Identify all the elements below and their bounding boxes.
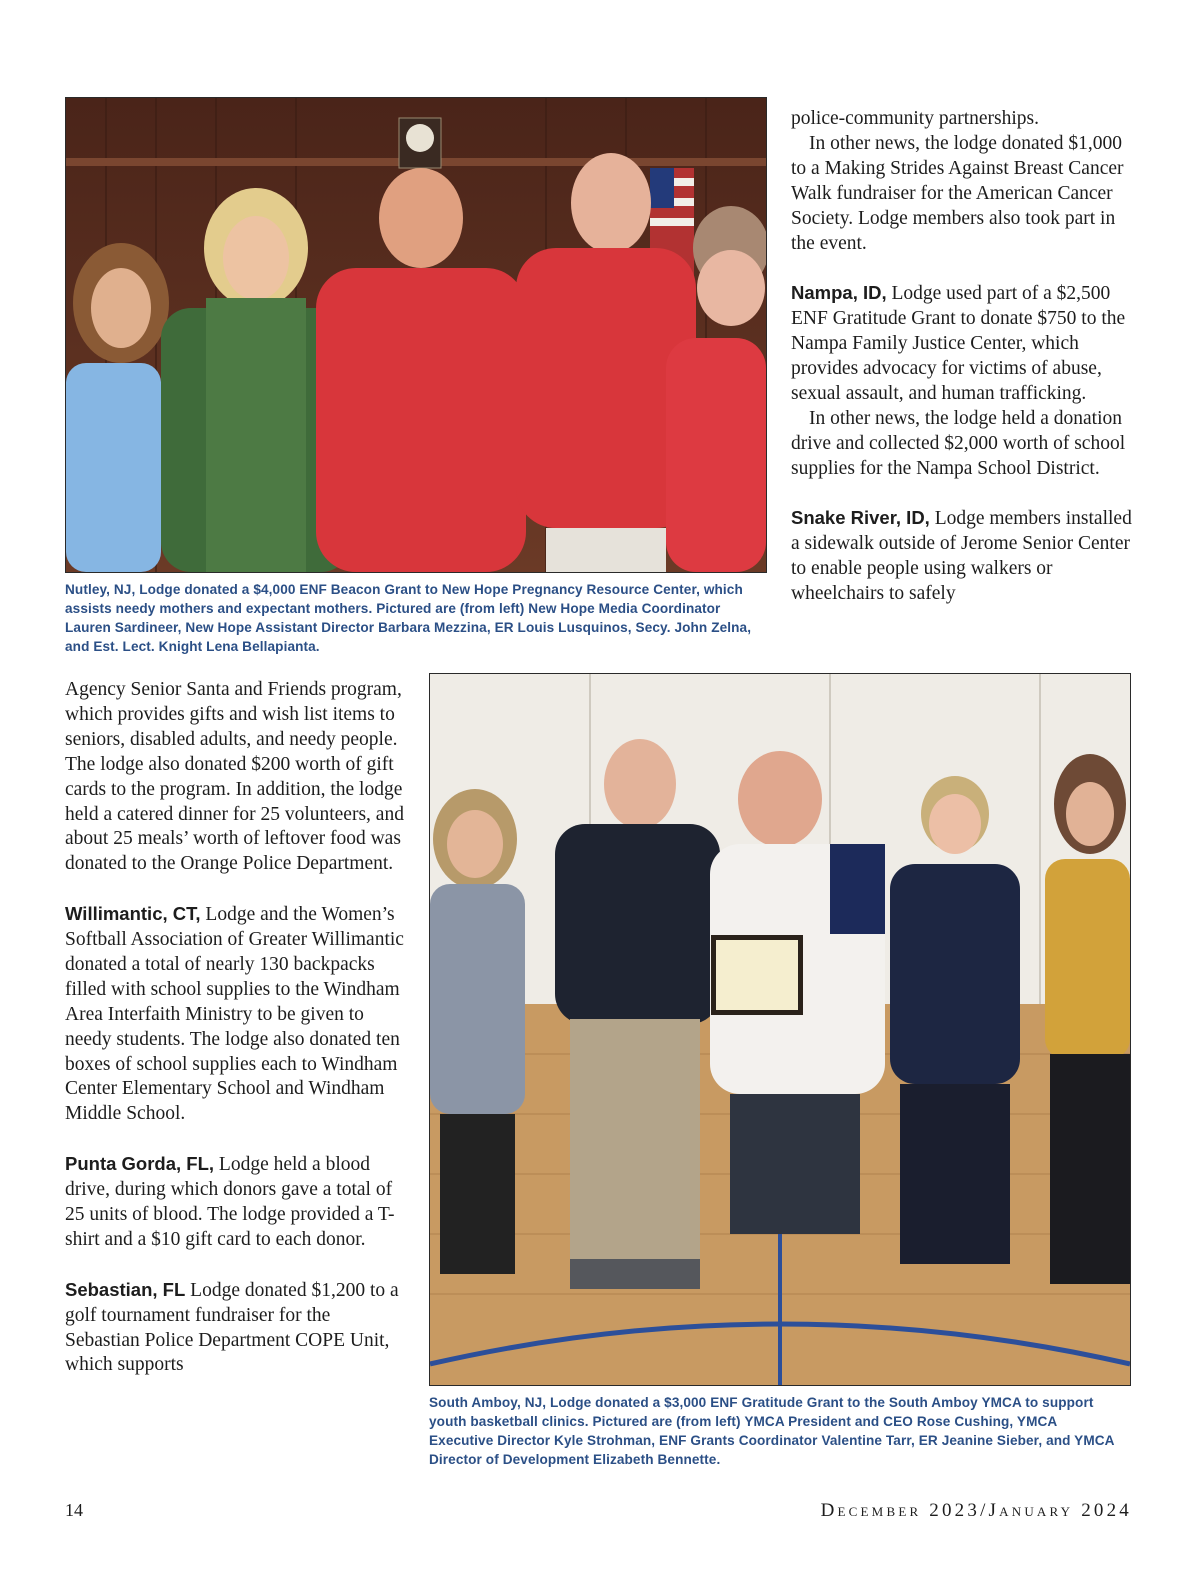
punta-gorda-paragraph (65, 1152, 405, 1253)
nampa-text: Lodge used part of a $2,500 ENF Gratitude Grant to donate $750 to the Nampa Family Justice Center, which provides advocacy for victims of abuse, sexual assault, and human trafficking. (791, 283, 1126, 404)
right-paragraph-2: In other news, the lodge donated $1,000 to a Making Strides Against Breast Cancer Walk fundraiser for the American Cancer Society. Lodge members also took part in the event. (791, 132, 1124, 254)
photo-nutley-caption (65, 580, 770, 656)
willimantic-lead: Willimantic, CT, (65, 903, 201, 925)
right-column (791, 107, 1136, 607)
issue-dateline-text: December 2023/January 2024 (820, 1500, 1132, 1521)
nutley-photo-illustration (66, 98, 766, 572)
photo-south-amboy-caption (429, 1393, 1119, 1469)
photo-south-amboy (429, 673, 1131, 1386)
nampa-lead: Nampa, ID, (791, 282, 887, 304)
sebastian-paragraph (65, 1278, 405, 1379)
caption-lead: South Amboy, NJ, (429, 1395, 547, 1410)
photo-nutley (65, 97, 767, 573)
snake-river-lead: Snake River, ID, (791, 507, 930, 529)
caption-text: Lodge donated a $3,000 ENF Gratitude Grant to the South Amboy YMCA to support youth basketball clinics. Pictured are (from left) YMCA President and CEO Rose Cushing, YMCA Executive Director Kyle Strohman, ENF Grants Coordinator Valentine Tarr, ER Jeanine Sieber, and YMCA Director of Development Elizabeth Bennette. (429, 1395, 1115, 1467)
left-paragraph-1: Agency Senior Santa and Friends program, which provides gifts and wish list items to seniors, disabled adults, and needy people. The lodge also donated $200 worth of gift cards to the program. In addition, the lodge held a catered dinner for 25 volunteers, and about 25 meals’ worth of leftover food was donated to the Orange Police Department. (65, 679, 404, 875)
caption-lead: Nutley, NJ, (65, 582, 136, 597)
snake-river-text: Lodge members installed a sidewalk outside of Jerome Senior Center to enable people using walkers or wheelchairs to safely (791, 508, 1132, 605)
sebastian-lead: Sebastian, FL (65, 1278, 186, 1300)
nampa-paragraph (791, 281, 1136, 407)
snake-river-paragraph (791, 506, 1136, 607)
punta-gorda-lead: Punta Gorda, FL, (65, 1153, 215, 1175)
south-amboy-photo-illustration (430, 674, 1130, 1385)
right-paragraph-1: police-community partnerships. (791, 108, 1040, 129)
caption-text: Lodge donated a $4,000 ENF Beacon Grant to New Hope Pregnancy Resource Center, which assists needy mothers and expectant mothers. Pictured are (from left) New Hope Media Coordinator Lauren Sardineer, New Hope Assistant Director Barbara Mezzina, ER Louis Lusquinos, Secy. John Zelna, and Est. Lect. Knight Lena Bellapianta. (65, 582, 752, 654)
nampa-paragraph-2: In other news, the lodge held a donation drive and collected $2,000 worth of school supplies for the Nampa School District. (791, 407, 1126, 479)
willimantic-paragraph (65, 902, 405, 1127)
page-number: 14 (65, 1500, 83, 1520)
punta-gorda-text: Lodge held a blood drive, during which donors gave a total of 25 units of blood. The lodge provided a T-shirt and a $10 gift card to each donor. (65, 1154, 395, 1250)
sebastian-text: Lodge donated $1,200 to a golf tournament fundraiser for the Sebastian Police Department COPE Unit, which supports (65, 1279, 399, 1376)
willimantic-text: Lodge and the Women’s Softball Association of Greater Willimantic donated a total of nearly 130 backpacks filled with school supplies to the Windham Area Interfaith Ministry to be given to needy students. The lodge also donated ten boxes of school supplies each to Windham Center Elementary School and Windham Middle School. (65, 904, 404, 1125)
left-column (65, 678, 405, 1378)
issue-dateline (821, 1500, 1132, 1522)
